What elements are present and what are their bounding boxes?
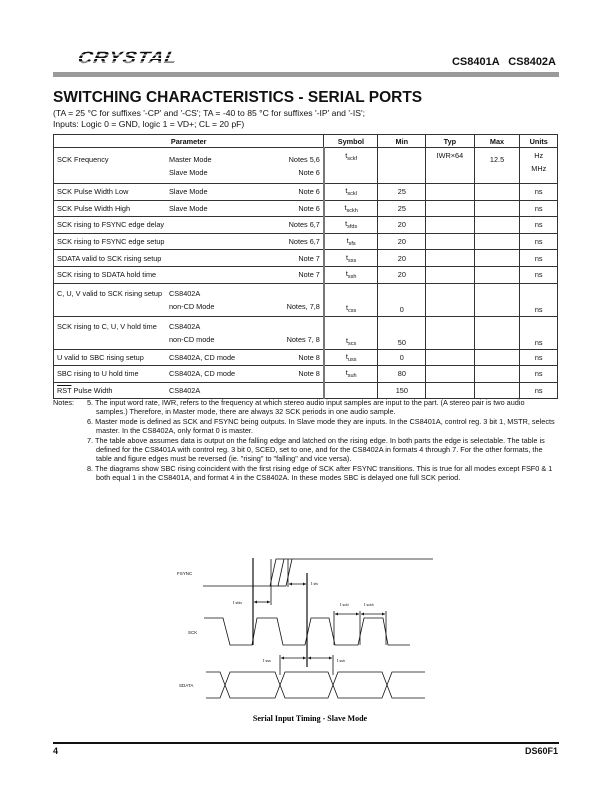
param-condition — [169, 220, 261, 229]
units-cell — [520, 266, 558, 283]
symbol-t: t — [345, 151, 348, 160]
parameter-cell — [54, 148, 324, 184]
param-condition: CS8402A — [169, 386, 201, 396]
units-cell — [520, 200, 558, 217]
min-cell — [378, 382, 426, 399]
conditions-line-2: Inputs: Logic 0 = GND, logic 1 = VD+; CL = 20 pF) — [53, 119, 245, 129]
symbol-t: t — [346, 302, 349, 312]
symbol-cell — [324, 200, 378, 217]
param-name: SCK Pulse Width Low — [57, 187, 129, 197]
param-name: SCK Pulse Width High — [57, 203, 130, 213]
min-value: 25 — [397, 203, 406, 213]
parameter-cell — [54, 349, 324, 366]
sdata-top — [206, 672, 425, 698]
symbol-subscript: sfs — [348, 241, 356, 248]
param-condition — [169, 254, 261, 263]
page-number: 4 — [53, 746, 59, 756]
symbol-cell — [324, 217, 378, 234]
typ-cell — [426, 148, 474, 184]
note-6: 6. Master mode is defined as SCK and FSYNC being outputs. In Slave mode they are inputs. In the CS8401A, control reg. 3 bit 1, MSTR, selects master. In the CS8402A, only format 0 is master. — [87, 416, 555, 436]
symbol-t: t — [344, 202, 347, 212]
typ-cell — [426, 283, 474, 316]
min-value: 25 — [397, 187, 406, 197]
parameter-cell — [54, 316, 324, 349]
switching-characteristics-table — [53, 134, 558, 399]
units-cell — [520, 148, 558, 184]
max-cell — [474, 250, 520, 267]
param-condition-2: non-CD mode — [169, 334, 215, 344]
symbol-cell — [324, 148, 378, 184]
fsync-transition — [278, 559, 284, 586]
min-cell — [378, 316, 426, 349]
symbol-t: t — [345, 186, 348, 196]
units-value: ns — [534, 187, 543, 197]
typ-value: IWR×64 — [436, 151, 464, 160]
parameter-cell — [54, 184, 324, 201]
parameter-cell — [54, 233, 324, 250]
max-cell — [474, 382, 520, 399]
min-value: 150 — [395, 386, 408, 396]
max-cell — [474, 233, 520, 250]
min-value: 20 — [397, 237, 406, 247]
units-cell — [520, 250, 558, 267]
symbol-cell — [324, 266, 378, 283]
symbol-t: t — [346, 252, 349, 262]
min-value: 0 — [399, 352, 404, 362]
tsckl-label: t sckl — [340, 602, 349, 607]
symbol-cell — [324, 283, 378, 316]
fsync-transition — [286, 559, 292, 586]
table-row — [54, 200, 558, 217]
header-divider — [53, 72, 559, 77]
table-row — [54, 233, 558, 250]
section-title: SWITCHING CHARACTERISTICS - SERIAL PORTS — [53, 89, 423, 106]
min-cell — [378, 250, 426, 267]
symbol-t: t — [345, 219, 348, 229]
typ-cell — [426, 266, 474, 283]
sdata-bottom — [206, 672, 425, 698]
max-cell — [474, 349, 520, 366]
typ-cell — [426, 200, 474, 217]
min-value: 0 — [399, 304, 404, 314]
param-condition — [169, 237, 261, 246]
symbol-cell — [324, 184, 378, 201]
sdata-label: SDATA — [179, 683, 194, 688]
param-name: SCK rising to C, U, V hold time — [57, 321, 157, 331]
max-cell — [474, 316, 520, 349]
table-row — [54, 217, 558, 234]
param-note: Notes 6,7 — [288, 237, 320, 247]
min-cell — [378, 366, 426, 383]
param-condition: CS8402A — [169, 288, 201, 298]
note-7: 7. The table above assumes data is output on the falling edge and latched on the rising edge. In both parts the edge is selectable. The table is defined for the CS8401A with control reg. 3 bit 0, SCED, set to one, and for the CS8402A in formats 4 through 7. For the other formats, the table and figure edges must be reversed (ie. "rising" to "falling" and vice versa). — [87, 435, 545, 464]
parameter-cell — [54, 382, 324, 399]
param-note: Note 7 — [298, 270, 320, 280]
parameter-cell — [54, 200, 324, 217]
table-row — [54, 366, 558, 383]
parameter-cell — [54, 266, 324, 283]
fsync-label: FSYNC — [177, 571, 193, 576]
parameter-cell — [54, 250, 324, 267]
min-cell — [378, 148, 426, 184]
symbol-subscript: ssh — [347, 274, 357, 281]
col-parameter: Parameter — [54, 135, 324, 148]
units-cell — [520, 382, 558, 399]
param-note: Note 6 — [298, 203, 320, 213]
symbol-subscript: sss — [348, 257, 357, 264]
table-row — [54, 184, 558, 201]
symbol-t: t — [345, 368, 348, 378]
param-note-2: Notes, 7,8 — [286, 301, 320, 311]
tssh-label: t ssh — [337, 658, 345, 663]
table-row — [54, 316, 558, 349]
units-cell — [520, 217, 558, 234]
param-name: SCK rising to FSYNC edge delay — [57, 220, 165, 230]
param-note — [261, 386, 320, 395]
symbol-subscript: sckf — [347, 156, 358, 162]
param-note: Note 6 — [298, 187, 320, 197]
units-cell — [520, 366, 558, 383]
typ-cell — [426, 233, 474, 250]
param-name: SDATA valid to SCK rising setup — [57, 253, 162, 263]
notes-label: Notes: — [53, 398, 75, 407]
units-value: ns — [534, 220, 543, 230]
param-condition: Slave Mode — [169, 187, 208, 197]
min-cell — [378, 233, 426, 250]
symbol-t: t — [346, 236, 349, 246]
sck-label: SCK — [188, 630, 198, 635]
symbol-cell — [324, 366, 378, 383]
note-5: 5. The input word rate, IWR, refers to the frequency at which stereo audio input samples are input to the part. (A stereo pair is two audio samples.) Therefore, in Master mode, there are always 32 SCK periods in one audio sample. — [87, 398, 525, 417]
param-note: Note 8 — [298, 352, 320, 362]
symbol-subscript: sckl — [347, 191, 357, 198]
parameter-cell — [54, 217, 324, 234]
param-note: Notes 5,6 — [288, 154, 320, 164]
table-row — [54, 148, 558, 184]
col-symbol: Symbol — [324, 135, 378, 148]
param-note: Note 8 — [298, 369, 320, 379]
symbol-cell — [324, 349, 378, 366]
units-value: ns — [534, 337, 543, 347]
symbol-subscript: sfds — [347, 224, 358, 231]
table-row — [54, 349, 558, 366]
param-note: Notes 6,7 — [288, 220, 320, 230]
units-value-2: MHz — [531, 164, 547, 173]
symbol-t: t — [345, 269, 348, 279]
param-name: Pulse Width — [71, 386, 113, 396]
part-numbers: CS8401A CS8402A — [451, 56, 556, 68]
col-typ: Typ — [426, 135, 474, 148]
units-value: ns — [534, 386, 543, 396]
param-name: SCK rising to FSYNC edge setup — [57, 237, 165, 247]
symbol-cell — [324, 233, 378, 250]
col-min: Min — [378, 135, 426, 148]
symbol-subscript: suh — [347, 373, 357, 380]
typ-cell — [426, 217, 474, 234]
typ-cell — [426, 250, 474, 267]
param-condition — [169, 270, 261, 279]
table-row — [54, 382, 558, 399]
param-condition: CS8402A — [169, 321, 201, 331]
typ-cell — [426, 366, 474, 383]
param-name: SBC rising to U hold time — [57, 369, 139, 379]
units-value: ns — [534, 270, 543, 280]
min-cell — [378, 200, 426, 217]
param-note — [261, 322, 320, 331]
max-cell — [474, 200, 520, 217]
max-cell — [474, 366, 520, 383]
units-value: ns — [534, 237, 543, 247]
tsckh-label: t sckh — [364, 602, 374, 607]
units-cell — [520, 316, 558, 349]
param-overline: $\overline{RST}$ — [57, 386, 72, 396]
table-row — [54, 283, 558, 316]
min-value: 20 — [397, 270, 406, 280]
symbol-t: t — [346, 335, 349, 345]
tsfds-label: t sfds — [233, 600, 242, 605]
units-value: ns — [534, 369, 543, 379]
min-cell — [378, 283, 426, 316]
table-row — [54, 250, 558, 267]
units-value: ns — [534, 352, 543, 362]
table-header-row — [54, 135, 558, 148]
param-condition: CS8402A, CD mode — [169, 352, 236, 362]
serial-input-timing-diagram — [170, 545, 450, 730]
param-note: Note 7 — [298, 253, 320, 263]
max-value-2: 12.5 — [489, 155, 505, 164]
symbol-t: t — [345, 351, 348, 361]
min-value: 80 — [397, 369, 406, 379]
max-cell — [474, 283, 520, 316]
units-value: ns — [534, 253, 543, 263]
symbol-subscript: css — [348, 307, 357, 314]
units-value: ns — [534, 203, 543, 213]
param-note-2: Note 6 — [298, 167, 320, 177]
typ-cell — [426, 382, 474, 399]
param-condition: Master Mode — [169, 154, 212, 164]
typ-cell — [426, 349, 474, 366]
min-value: 20 — [397, 253, 406, 263]
max-cell — [474, 148, 520, 184]
table-row — [54, 266, 558, 283]
param-name: U valid to SBC rising setup — [57, 352, 144, 362]
typ-cell — [426, 316, 474, 349]
symbol-cell — [324, 316, 378, 349]
test-conditions — [53, 108, 365, 130]
max-cell — [474, 266, 520, 283]
parameter-cell — [54, 366, 324, 383]
min-cell — [378, 266, 426, 283]
units-cell — [520, 349, 558, 366]
typ-cell — [426, 184, 474, 201]
min-cell — [378, 184, 426, 201]
symbol-subscript: scs — [348, 340, 357, 347]
param-name: C, U, V valid to SCK rising setup — [57, 288, 163, 298]
param-condition-2: non-CD Mode — [169, 301, 215, 311]
diagram-caption: Serial Input Timing - Slave Mode — [252, 714, 368, 723]
param-note-2: Notes 7, 8 — [286, 334, 320, 344]
param-name: SCK Frequency — [57, 154, 109, 164]
units-cell — [520, 184, 558, 201]
note-8: 8. The diagrams show SBC rising coincident with the first rising edge of SCK after FSYNC transitions. This is true for all modes except FSF0 & 1 both equal 1 in the CS8401A, and format 4 in the CS8402A. In these modes SBC is delayed one full SCK period. — [87, 463, 553, 483]
max-cell — [474, 217, 520, 234]
min-cell — [378, 349, 426, 366]
param-note — [261, 289, 320, 298]
units-cell — [520, 233, 558, 250]
tsfs-label: t sfs — [311, 581, 319, 586]
min-value: 20 — [397, 220, 406, 230]
units-value: ns — [534, 304, 543, 314]
footer-divider — [53, 742, 559, 744]
units-value: Hz — [534, 151, 544, 160]
crystal-logo: CRYSTAL — [76, 48, 180, 68]
timing-arrows — [254, 584, 385, 658]
param-condition-2: Slave Mode — [169, 167, 208, 177]
param-condition: Slave Mode — [169, 203, 208, 213]
tsss-label: t sss — [263, 658, 271, 663]
units-cell — [520, 283, 558, 316]
parameter-cell — [54, 283, 324, 316]
conditions-line-1: (TA = 25 °C for suffixes '-CP' and '-CS'; TA = -40 to 85 °C for suffixes '-IP' and '-IS'; — [53, 108, 365, 118]
param-name: SCK rising to SDATA hold time — [57, 270, 157, 280]
symbol-cell — [324, 382, 378, 399]
symbol-subscript: sckh — [346, 207, 358, 214]
col-max: Max — [474, 135, 520, 148]
symbol-cell — [324, 250, 378, 267]
min-value: 50 — [397, 337, 406, 347]
min-cell — [378, 217, 426, 234]
param-condition: CS8402A, CD mode — [169, 369, 236, 379]
col-units: Units — [520, 135, 558, 148]
symbol-subscript: uss — [347, 356, 357, 363]
max-cell — [474, 184, 520, 201]
document-id: DS60F1 — [524, 746, 558, 756]
